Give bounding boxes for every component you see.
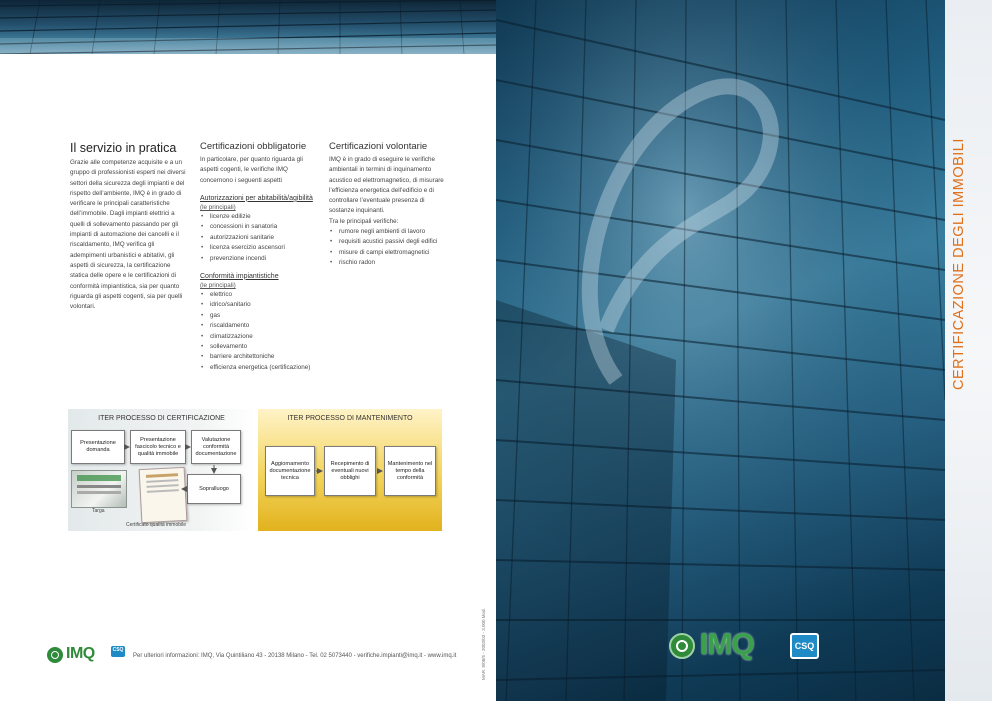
list-item: • licenze edilizie [200, 212, 322, 222]
list-item: • barriere architettoniche [200, 352, 322, 362]
list-item: • licenza esercizio ascensori [200, 243, 322, 253]
list-item: • idrico/sanitario [200, 300, 322, 310]
list-item: • prevenzione incendi [200, 254, 322, 264]
list-item: • autorizzazioni sanitarie [200, 233, 322, 243]
conformity-heading: Conformità impiantistiche [200, 272, 279, 280]
voluntary-body: IMQ è in grado di eseguire le verifiche ambientali in termini di inquinamento acustico ed elettromagnetico, di misurare l’efficienza energetica dell’edificio e di controllare l’eventuale presenza di sostanze inquinanti. [329, 156, 444, 215]
list-item: • riscaldamento [200, 321, 322, 331]
permits-list [200, 212, 322, 264]
conformity-list [200, 290, 322, 373]
list-item: • concessioni in sanatoria [200, 222, 322, 232]
footer-info-contacts: IMQ, Via Quintiliano 43 - 20138 Milano - Tel. 02 5073440 - verifiche.impianti@imq.it - www.imq.it [201, 653, 457, 659]
maintenance-flow-arrows [258, 409, 442, 531]
building-banner-image [0, 0, 496, 54]
list-item: • requisiti acustici passivi degli edifici [329, 237, 447, 247]
list-item: • climatizzazione [200, 332, 322, 342]
mandatory-intro: In particolare, per quanto riguarda gli aspetti cogenti, le verifiche IMQ concernono i seguenti aspetti [200, 156, 303, 184]
maintenance-process-title: ITER PROCESSO DI MANTENIMENTO [287, 415, 413, 422]
certification-process-title: ITER PROCESSO DI CERTIFICAZIONE [98, 415, 225, 422]
mandatory-column [200, 141, 322, 373]
voluntary-lead: Tra le principali verifiche: [329, 217, 399, 225]
list-item: • elettrico [200, 290, 322, 300]
list-item: • efficienza energetica (certificazione) [200, 363, 322, 373]
csq-logo: CSQ [110, 645, 126, 658]
permits-subheading: (le principali) [200, 203, 236, 211]
print-code: MAR. 8/08/5 - 2003/03 - 3.000 Mod. [481, 608, 486, 680]
voluntary-title: Certificazioni volontarie [329, 141, 428, 152]
footer-info [133, 653, 456, 659]
list-item: • misure di campi elettromagnetici [329, 248, 447, 258]
list-item: • rumore negli ambienti di lavoro [329, 227, 447, 237]
list-item: • gas [200, 311, 322, 321]
list-item: • sollevamento [200, 342, 322, 352]
certificate-caption: Certificato qualità immobile [126, 522, 187, 528]
imq-logo-mark-icon [47, 647, 63, 663]
voluntary-list [329, 227, 447, 269]
cover-title: CERTIFICAZIONE DEGLI IMMOBILI [951, 138, 967, 390]
step-valutazione-conformita: Valutazione conformità documentazione [191, 430, 241, 464]
step-recepimento: Recepimento di eventuali nuovi obblighi [324, 446, 376, 496]
cover-csq-logo: CSQ [790, 633, 819, 659]
step-presentazione-domanda: Presentazione domanda [71, 430, 125, 464]
cover-building-photo [496, 0, 992, 701]
cover-imq-mark-icon [669, 633, 695, 659]
intro-body: Grazie alle competenze acquisite e a un gruppo di professionisti esperti nei diversi settori della sicurezza degli impianti e del rispetto dell’ambiente, IMQ è in grado di verificare le principali caratteristiche dell’immobile. Dagli impianti elettrici a quelli di sollevamento passando per gli impianti di automazione dei cancelli e il riscaldamento, IMQ verifica gli adempimenti urbanistici e abitativi, gli aspetti di sicurezza, la certificazione statica delle opere e le certificazioni di conformità impiantistica, sia per quanto riguarda gli aspetti cogenti, sia per quelli volontari. [70, 159, 186, 311]
imq-logo: IMQ [66, 645, 95, 662]
step-sopralluogo: Sopralluogo [187, 474, 241, 504]
plaque-caption: Targa [92, 508, 105, 514]
footer-info-label: Per ulteriori informazioni: [133, 653, 200, 659]
conformity-subheading: (le principali) [200, 281, 236, 289]
voluntary-column [329, 141, 447, 269]
list-item: • rischio radon [329, 258, 447, 268]
step-mantenimento: Mantenimento nel tempo della conformità [384, 446, 436, 496]
intro-title: Il servizio in pratica [70, 141, 177, 155]
cover-imq-logo: IMQ [700, 628, 754, 661]
intro-column [70, 141, 190, 312]
permits-heading: Autorizzazioni per abitabilità/agibilità [200, 194, 313, 202]
certification-flow-arrows [68, 409, 255, 531]
mandatory-title: Certificazioni obbligatorie [200, 141, 307, 152]
step-presentazione-fascicolo: Presentazione fascicolo tecnico e qualità immobile [130, 430, 186, 464]
step-aggiornamento: Aggiornamento documentazione tecnica [265, 446, 315, 496]
